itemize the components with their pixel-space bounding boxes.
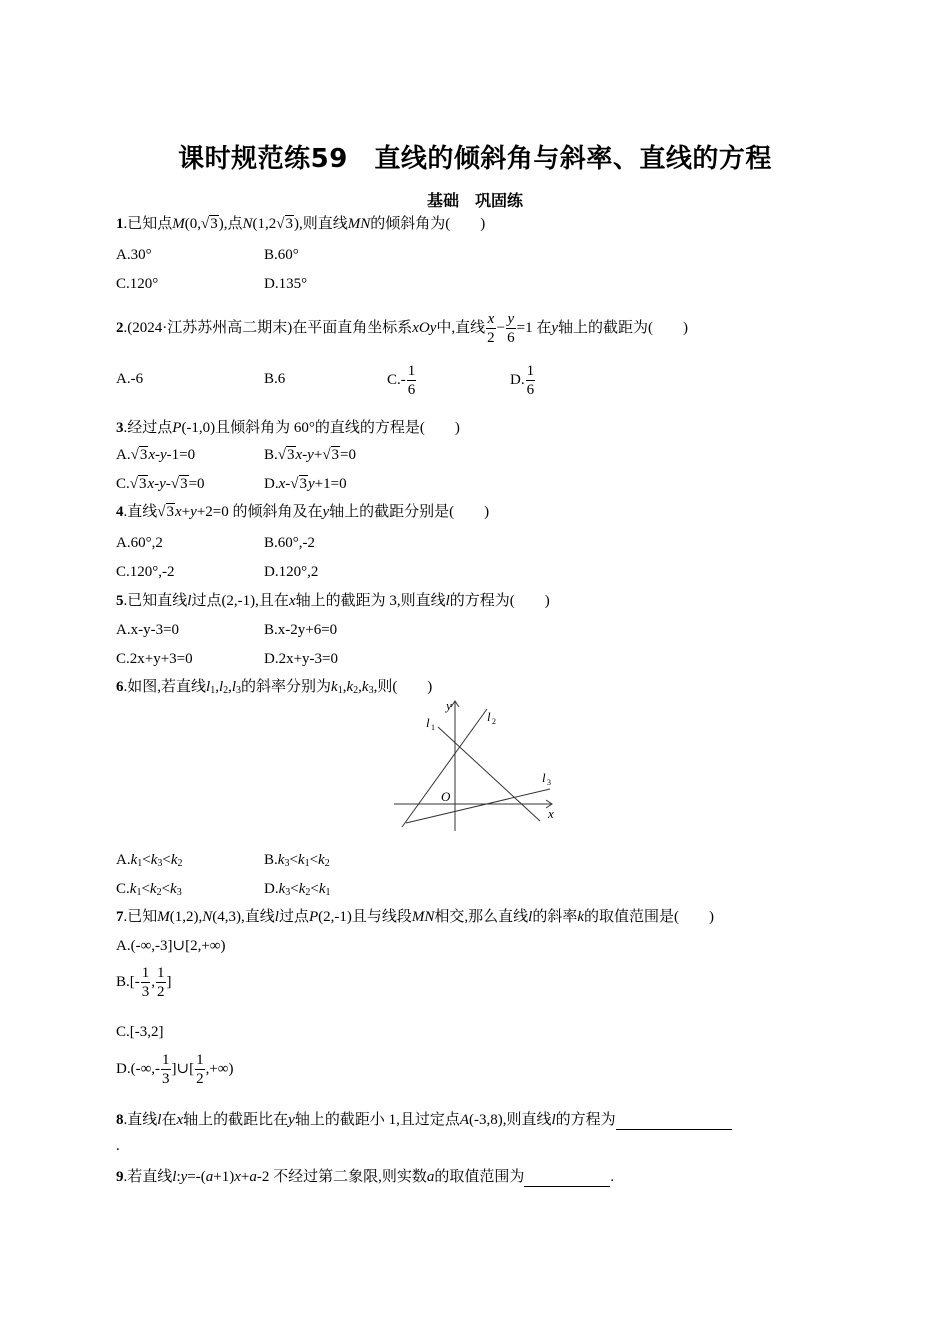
question-2-option-a: A.-6	[116, 371, 144, 387]
fraction: $\frac{x}{2}$	[487, 311, 495, 347]
question-1-option-b: B.60°	[264, 247, 299, 263]
sqrt-symbol: √3	[290, 476, 307, 492]
question-6-stem: 6.如图,若直线$l_1,l_2,l_3$的斜率分别为$k_1,k_2,k_3$,则( )	[116, 679, 433, 696]
answer-blank[interactable]	[524, 1168, 610, 1187]
fraction: $\frac{1}{2}$	[196, 1052, 204, 1088]
line-l3	[406, 789, 550, 823]
question-8-period: .	[116, 1138, 120, 1154]
question-3-option-b: B.√3x-y+√3=0	[264, 447, 357, 463]
question-7-stem: 7.已知M(1,2),N(4,3),直线l过点P(2,-1)且与线段MN相交,那么直线l的斜率k的取值范围是( )	[116, 909, 715, 925]
l1-subscript: 1	[431, 723, 435, 732]
question-5-stem: 5.已知直线l过点(2,-1),且在x轴上的截距为 3,则直线l的方程为( )	[116, 593, 550, 609]
question-3-option-d: D.x-√3y+1=0	[264, 476, 347, 492]
fraction: $\frac{1}{3}$	[162, 1052, 170, 1088]
fraction: $\frac{1}{2}$	[157, 965, 165, 1001]
line-l2	[438, 727, 540, 821]
question-3-stem: 3.经过点P(-1,0)且倾斜角为 60°的直线的方程是( )	[116, 420, 460, 436]
line-l1	[402, 709, 487, 827]
question-1-option-a: A.30°	[116, 247, 152, 263]
sqrt-symbol: √3	[201, 216, 218, 232]
question-2-option-d: D. $\frac{1}{6}$	[510, 363, 535, 399]
y-axis-label: y	[446, 698, 452, 713]
question-4-option-a: A.60°,2	[116, 535, 163, 551]
question-7-option-a: A.(-∞,-3]∪[2,+∞)	[116, 938, 226, 954]
sqrt-symbol: √3	[322, 447, 340, 463]
l2-label: l	[487, 709, 491, 724]
question-7-option-b: B.[- $\frac{1}{3}$ , $\frac{1}{2}$ ]	[116, 965, 172, 1001]
question-6-option-b: $B.k_3<k_1<k_2$	[264, 852, 330, 869]
question-7-option-d: D.(-∞,- $\frac{1}{3}$ ]∪[ $\frac{1}{2}$ ,+∞)	[116, 1052, 234, 1088]
question-5-option-b: B.x-2y+6=0	[264, 622, 338, 638]
question-2-option-c: C.- $\frac{1}{6}$	[387, 363, 416, 399]
sqrt-symbol: √3	[170, 476, 188, 492]
sqrt-symbol: √3	[276, 216, 293, 232]
question-2-stem: 2.(2024·江苏苏州高二期末)在平面直角坐标系xOy中,直线 $\frac{x}{2}$ − $\frac{y}{6}$ =1 在y轴上的截距为( )	[116, 311, 689, 347]
question-4-option-b: B.60°,-2	[264, 535, 315, 551]
fraction: $\frac{1}{3}$	[141, 965, 150, 1001]
sqrt-symbol: √3	[277, 447, 295, 463]
answer-blank[interactable]	[616, 1111, 732, 1130]
x-axis-label: x	[548, 806, 554, 821]
question-6-option-c: $C.k_1<k_2<k_3$	[116, 881, 182, 898]
l3-subscript: 3	[547, 778, 551, 787]
question-4-option-d: D.120°,2	[264, 564, 319, 580]
question-5-option-c: C.2x+y+3=0	[116, 651, 193, 667]
question-7-option-c: C.[-3,2]	[116, 1024, 164, 1040]
l3-label: l	[542, 770, 546, 785]
question-1-option-d: D.135°	[264, 276, 308, 292]
l1-label: l	[426, 715, 430, 730]
sqrt-symbol: √3	[157, 504, 174, 520]
question-5-option-a: A.x-y-3=0	[116, 622, 180, 638]
question-6-option-d: $D.k_3<k_2<k_1$	[264, 881, 331, 898]
fraction: $\frac{1}{6}$	[526, 363, 535, 399]
question-1-stem: 1.已知点M(0,√3),点N(1,2√3),则直线MN的倾斜角为( )	[116, 216, 486, 232]
question-3-option-c: C.√3x-y-√3=0	[116, 476, 205, 492]
l2-subscript: 2	[492, 717, 496, 726]
question-2-option-b: B.6	[264, 371, 286, 387]
question-3-option-a: A.√3x-y-1=0	[116, 447, 196, 463]
question-5-option-d: D.2x+y-3=0	[264, 651, 338, 667]
sqrt-symbol: √3	[130, 447, 148, 463]
coordinate-figure	[392, 697, 564, 835]
question-6-option-a: $A.k_1<k_3<k_2$	[116, 852, 183, 869]
fraction: $\frac{1}{6}$	[407, 363, 416, 399]
origin-label: O	[441, 789, 451, 804]
fraction: $\frac{y}{6}$	[507, 311, 515, 347]
page-title: 课时规范练59 直线的倾斜角与斜率、直线的方程	[178, 144, 772, 174]
question-4-stem: 4.直线√3x+y+2=0 的倾斜角及在y轴上的截距分别是( )	[116, 504, 490, 520]
sqrt-symbol: √3	[129, 476, 147, 492]
question-1-option-c: C.120°	[116, 276, 159, 292]
question-4-option-c: C.120°,-2	[116, 564, 175, 580]
section-subtitle: 基础 巩固练	[426, 191, 523, 210]
question-8-stem: 8.直线l在x轴上的截距比在y轴上的截距小 1,且过定点A(-3,8),则直线l的方程为	[116, 1110, 732, 1130]
question-9-stem: 9.若直线l:y=-(a+1)x+a-2 不经过第二象限,则实数a的取值范围为 .	[116, 1169, 615, 1185]
